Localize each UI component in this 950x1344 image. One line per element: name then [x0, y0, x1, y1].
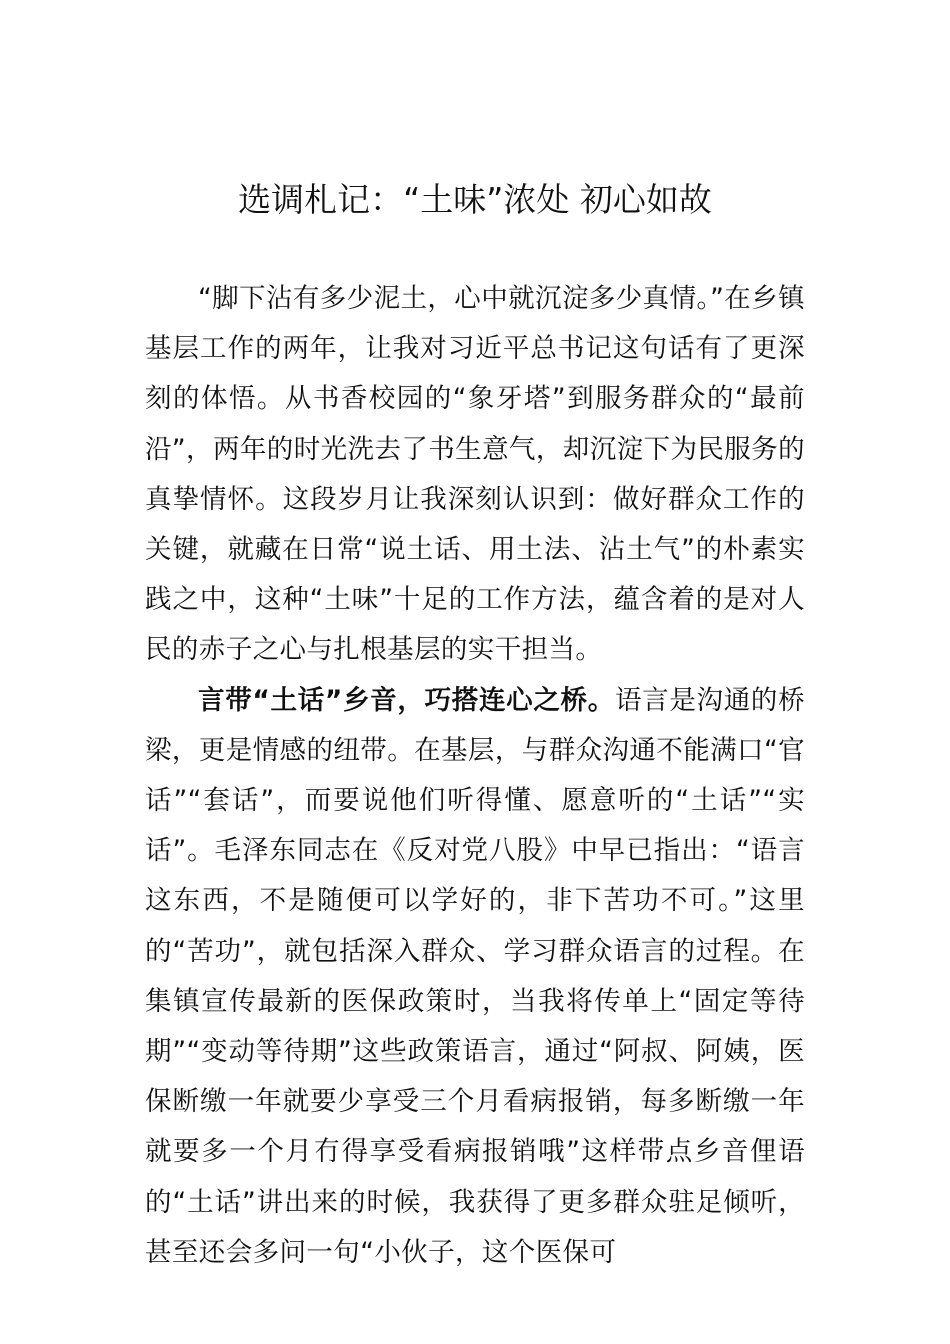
paragraph-local-dialect-text: 语言是沟通的桥梁，更是情感的纽带。在基层，与群众沟通不能满口“官话”“套话”，而要说他们听得懂、愿意听的“土话”“实话”。毛泽东同志在《反对党八股》中早已指出：“语言这东西，不是随便可以学好的，非下苦功不可。”这里的“苦功”，就包括深入群众、学习群众语言的过程。在集镇宣传最新的医保政策时，当我将传单上“固定等待期”“变动等待期”这些政策语言，通过“阿叔、阿姨，医保断缴一年就要少享受三个月看病报销，每多断缴一年就要多一个月冇得享受看病报销哦”这样带点乡音俚语的“土话”讲出来的时候，我获得了更多群众驻足倾听，甚至还会多问一句“小伙子，这个医保可: [145, 684, 805, 1268]
page-title: 选调札记：“土味”浓处 初心如故: [238, 180, 712, 219]
paragraph-lead-heading: 言带“土话”乡音，巧搭连心之桥。: [198, 684, 615, 716]
paragraph-local-dialect: [145, 676, 805, 1278]
paragraph-intro: [145, 274, 805, 676]
paragraph-intro-text: “脚下沾有多少泥土，心中就沉淀多少真情。”在乡镇基层工作的两年，让我对习近平总书记这句话有了更深刻的体悟。从书香校园的“象牙塔”到服务群众的“最前沿”，两年的时光洗去了书生意气，却沉淀下为民服务的真挚情怀。这段岁月让我深刻认识到：做好群众工作的关键，就藏在日常“说土话、用土法、沾土气”的朴素实践之中，这种“土味”十足的工作方法，蕴含着的是对人民的赤子之心与扎根基层的实干担当。: [145, 283, 805, 666]
document-body: [145, 274, 805, 1278]
